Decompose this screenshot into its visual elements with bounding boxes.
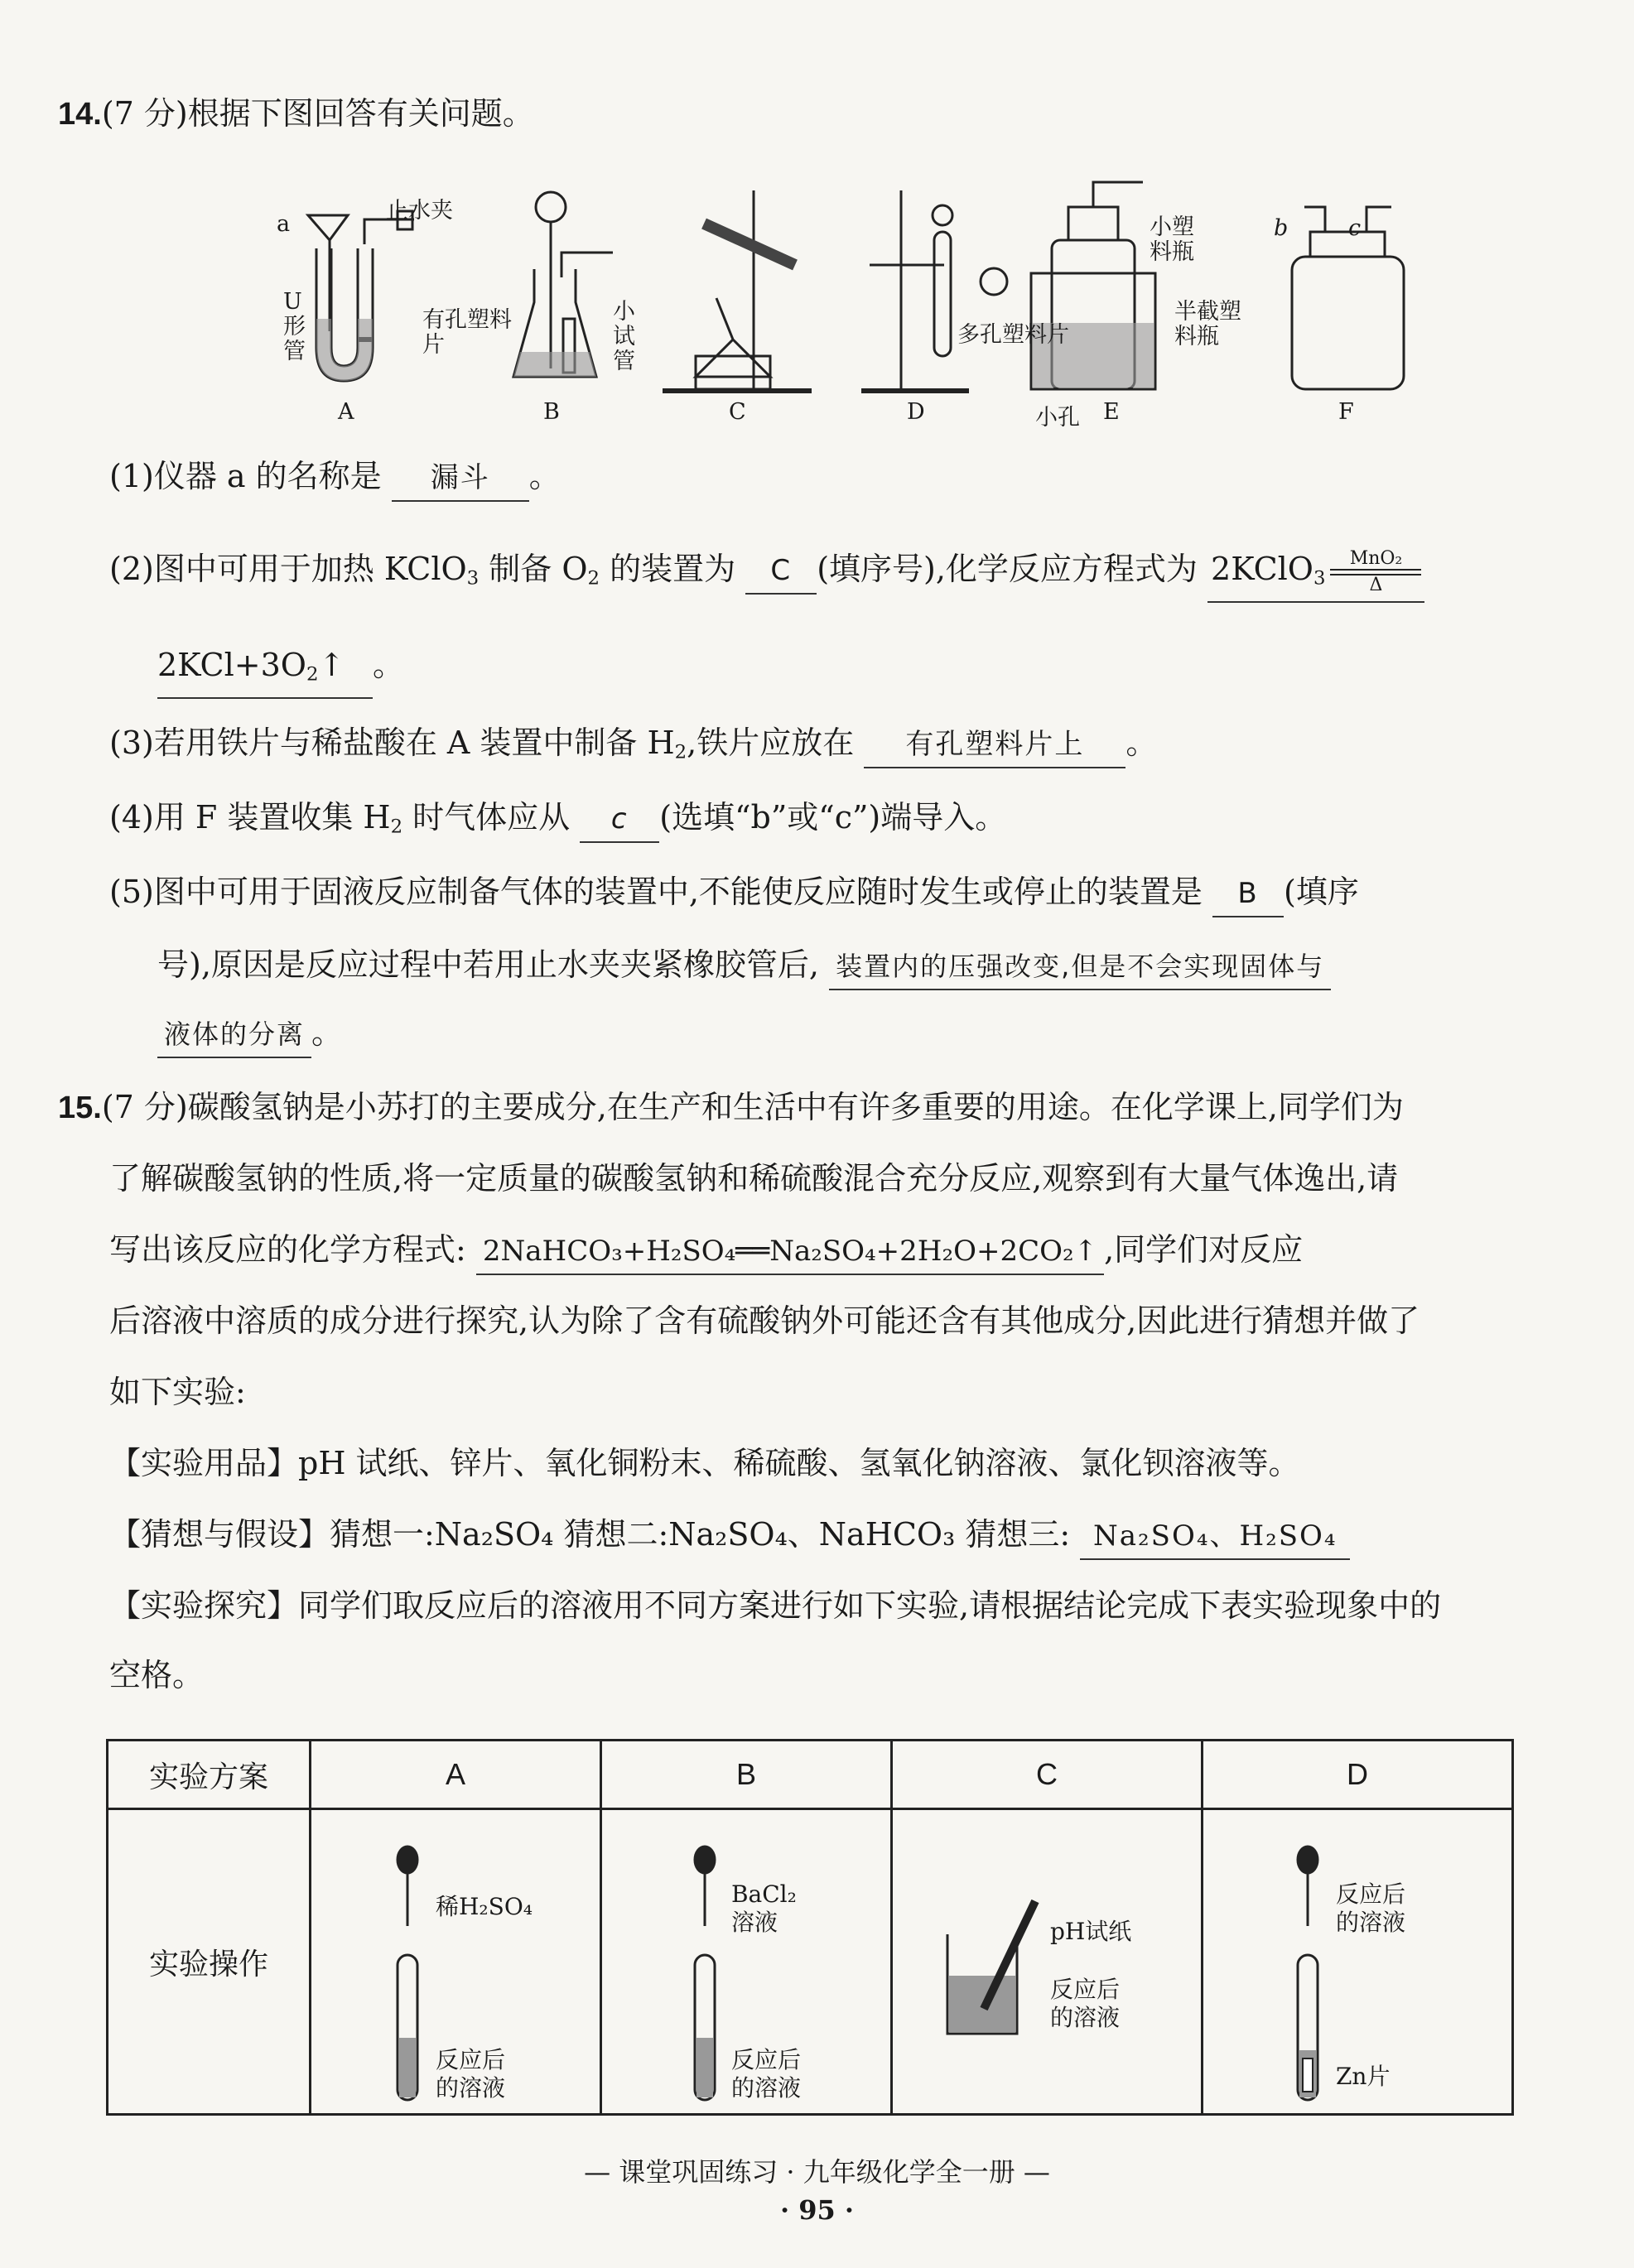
q14-p2-text: (2)图中可用于加热 KClO xyxy=(109,551,467,587)
q15-hypothesis xyxy=(109,1512,1350,1560)
q15-line2: 了解碳酸氢钠的性质,将一定质量的碳酸氢钠和稀硫酸混合充分反应,观察到有大量气体逸出,请 xyxy=(109,1160,1399,1197)
answer-blank-2[interactable]: C xyxy=(745,548,817,595)
answer-blank-3[interactable]: 有孔塑料片上 xyxy=(864,722,1125,768)
label-plate: 有孔塑料片 xyxy=(422,307,512,358)
table-cell-a xyxy=(311,1809,601,2115)
q14-stem xyxy=(58,91,534,137)
label-small-hole: 小孔 xyxy=(1035,405,1080,431)
label-b: b xyxy=(1274,215,1289,241)
label-stop-clamp: 止水夹 xyxy=(386,198,453,224)
eq-right: 2KCl+3O xyxy=(157,647,306,683)
q14-p4-text3: (选填“b”或“c”)端导入。 xyxy=(659,799,1007,835)
sub-2: 2 xyxy=(587,567,600,590)
q15-line5: 如下实验: xyxy=(109,1374,246,1410)
label-small-tube: 小试管 xyxy=(613,299,635,374)
q14-p4-text: (4)用 F 装置收集 H xyxy=(109,799,391,835)
label-apparatus-e: E xyxy=(1103,399,1120,425)
table-header-a: A xyxy=(311,1741,601,1809)
cell-a-top-label: 稀H₂SO₄ xyxy=(436,1893,533,1920)
q14-p4-text2: 时气体应从 xyxy=(402,799,571,835)
reaction-condition xyxy=(1330,549,1421,595)
q14-part3 xyxy=(109,720,1157,775)
q15-line1-text: (7 分)碳酸氢钠是小苏打的主要成分,在生产和生活中有许多重要的用途。在化学课上,同学们为 xyxy=(101,1089,1404,1125)
cell-d-bottom-label: Zn片 xyxy=(1335,2063,1391,2090)
label-apparatus-b: B xyxy=(543,399,560,425)
table-row-label: 实验操作 xyxy=(108,1809,311,2115)
sub-3: 3 xyxy=(466,567,480,590)
q15-line3 xyxy=(109,1227,1303,1275)
label-u-tube: U形管 xyxy=(283,289,306,364)
q14-part5 xyxy=(109,869,1359,917)
q14-p3-end: 。 xyxy=(1125,725,1158,761)
q14-part1 xyxy=(109,454,561,502)
page-number: · 95 · xyxy=(779,2194,855,2226)
q14-p4-sub: 2 xyxy=(390,816,403,838)
cell-c-top-label: pH试纸 xyxy=(1049,1918,1132,1945)
label-apparatus-a: A xyxy=(338,399,354,425)
q14-p2-end: 。 xyxy=(373,647,405,683)
cell-b-bottom-label: 反应后 的溶液 xyxy=(730,2046,801,2102)
label-apparatus-d: D xyxy=(907,399,925,425)
label-c: c xyxy=(1348,215,1362,241)
table-header-d: D xyxy=(1202,1741,1512,1809)
label-a: a xyxy=(277,211,291,237)
table-header-c: C xyxy=(891,1741,1202,1809)
catalyst: MnO₂ xyxy=(1349,547,1403,569)
equation-blank-15[interactable]: 2NaHCO₃+H₂SO₄══Na₂SO₄+2H₂O+2CO₂↑ xyxy=(476,1229,1104,1275)
q14-p2-text4: (填序号),化学反应方程式为 xyxy=(817,551,1198,587)
answer-blank-5b[interactable]: 装置内的压强改变,但是不会实现固体与 xyxy=(829,944,1331,990)
q14-p3-sub: 2 xyxy=(674,741,687,763)
equation-blank-2b[interactable] xyxy=(157,643,373,699)
q15-line3-post: ,同学们对反应 xyxy=(1104,1231,1304,1268)
label-plastic-bottle: 小塑料瓶 xyxy=(1150,214,1194,265)
q14-p1-end: 。 xyxy=(528,458,561,494)
q14-p5-text: (5)图中可用于固液反应制备气体的装置中,不能使反应随时发生或停止的装置是 xyxy=(109,874,1203,910)
q14-part2 xyxy=(109,547,1424,603)
q15-hyp-pre: 【猜想与假设】猜想一:Na₂SO₄ 猜想二:Na₂SO₄、NaHCO₃ 猜想三: xyxy=(109,1516,1071,1553)
q14-part4 xyxy=(109,795,1006,850)
q14-p1-text: (1)仪器 a 的名称是 xyxy=(109,458,382,494)
table-cell-d xyxy=(1202,1809,1512,2115)
q14-stem-text: (7 分)根据下图回答有关问题。 xyxy=(101,95,534,132)
q15-number: 15. xyxy=(58,1091,102,1125)
q14-p5-text2: (填序 xyxy=(1284,874,1359,910)
label-half-bottle: 半截塑料瓶 xyxy=(1174,299,1241,349)
equation-blank-2[interactable] xyxy=(1207,547,1424,603)
q14-part2-cont xyxy=(157,643,404,699)
label-apparatus-c: C xyxy=(729,399,746,425)
q15-line4: 后溶液中溶质的成分进行探究,认为除了含有硫酸钠外可能还含有其他成分,因此进行猜想并做了 xyxy=(109,1303,1420,1339)
q15-line3-pre: 写出该反应的化学方程式: xyxy=(109,1231,466,1268)
q14-part5-line3 xyxy=(157,1010,343,1058)
experiment-table xyxy=(106,1739,1514,2116)
q14-p3-text: (3)若用铁片与稀盐酸在 A 装置中制备 H xyxy=(109,725,675,761)
heat-symbol: Δ xyxy=(1369,574,1383,595)
gas-arrow: ↑ xyxy=(318,647,345,683)
table-header-scheme: 实验方案 xyxy=(108,1741,311,1809)
answer-blank-1[interactable]: 漏斗 xyxy=(392,455,529,502)
q14-number: 14. xyxy=(58,97,102,132)
q14-p2-text3: 的装置为 xyxy=(600,551,736,587)
cell-a-bottom-label: 反应后 的溶液 xyxy=(436,2046,506,2102)
cell-b-top-label: BaCl₂ 溶液 xyxy=(730,1880,797,1936)
eq-right-sub: 2 xyxy=(306,663,319,686)
table-row xyxy=(108,1809,1513,2115)
q15-line1 xyxy=(58,1085,1404,1130)
table-header-row xyxy=(108,1741,1513,1809)
q14-p2-text2: 制备 O xyxy=(479,551,588,587)
label-apparatus-f: F xyxy=(1338,399,1354,425)
table-cell-b xyxy=(600,1809,891,2115)
q14-p3-text2: ,铁片应放在 xyxy=(687,725,855,761)
q15-explore2: 空格。 xyxy=(109,1657,205,1693)
answer-blank-5c[interactable]: 液体的分离 xyxy=(157,1012,311,1058)
q14-p5-end: 。 xyxy=(311,1014,344,1051)
answer-blank-hyp3[interactable]: Na₂SO₄、H₂SO₄ xyxy=(1080,1514,1350,1560)
answer-blank-5[interactable]: B xyxy=(1212,871,1284,917)
q15-explore1: 【实验探究】同学们取反应后的溶液用不同方案进行如下实验,请根据结论完成下表实验现象中的 xyxy=(109,1587,1442,1624)
cell-d-top-label: 反应后 的溶液 xyxy=(1335,1880,1405,1936)
funnel-shape xyxy=(308,215,348,240)
eq-left: 2KClO xyxy=(1211,551,1313,587)
table-cell-c xyxy=(891,1809,1202,2115)
q14-part5-line2 xyxy=(157,942,1331,990)
eq-left-sub: 3 xyxy=(1313,567,1326,590)
apparatus-figure xyxy=(265,174,1507,439)
label-multi-hole: 多孔塑料片 xyxy=(957,322,1069,348)
answer-blank-4[interactable]: c xyxy=(580,797,659,843)
q14-p5-text3: 号),原因是反应过程中若用止水夹夹紧橡胶管后, xyxy=(157,946,819,983)
table-header-b: B xyxy=(600,1741,891,1809)
q15-materials: 【实验用品】pH 试纸、锌片、氧化铜粉末、稀硫酸、氢氧化钠溶液、氯化钡溶液等。 xyxy=(109,1445,1300,1481)
cell-c-bottom-label: 反应后 的溶液 xyxy=(1049,1976,1120,2031)
beaker-c xyxy=(893,1810,1191,2116)
footer-title: — 课堂巩固练习 · 九年级化学全一册 — xyxy=(584,2156,1050,2188)
